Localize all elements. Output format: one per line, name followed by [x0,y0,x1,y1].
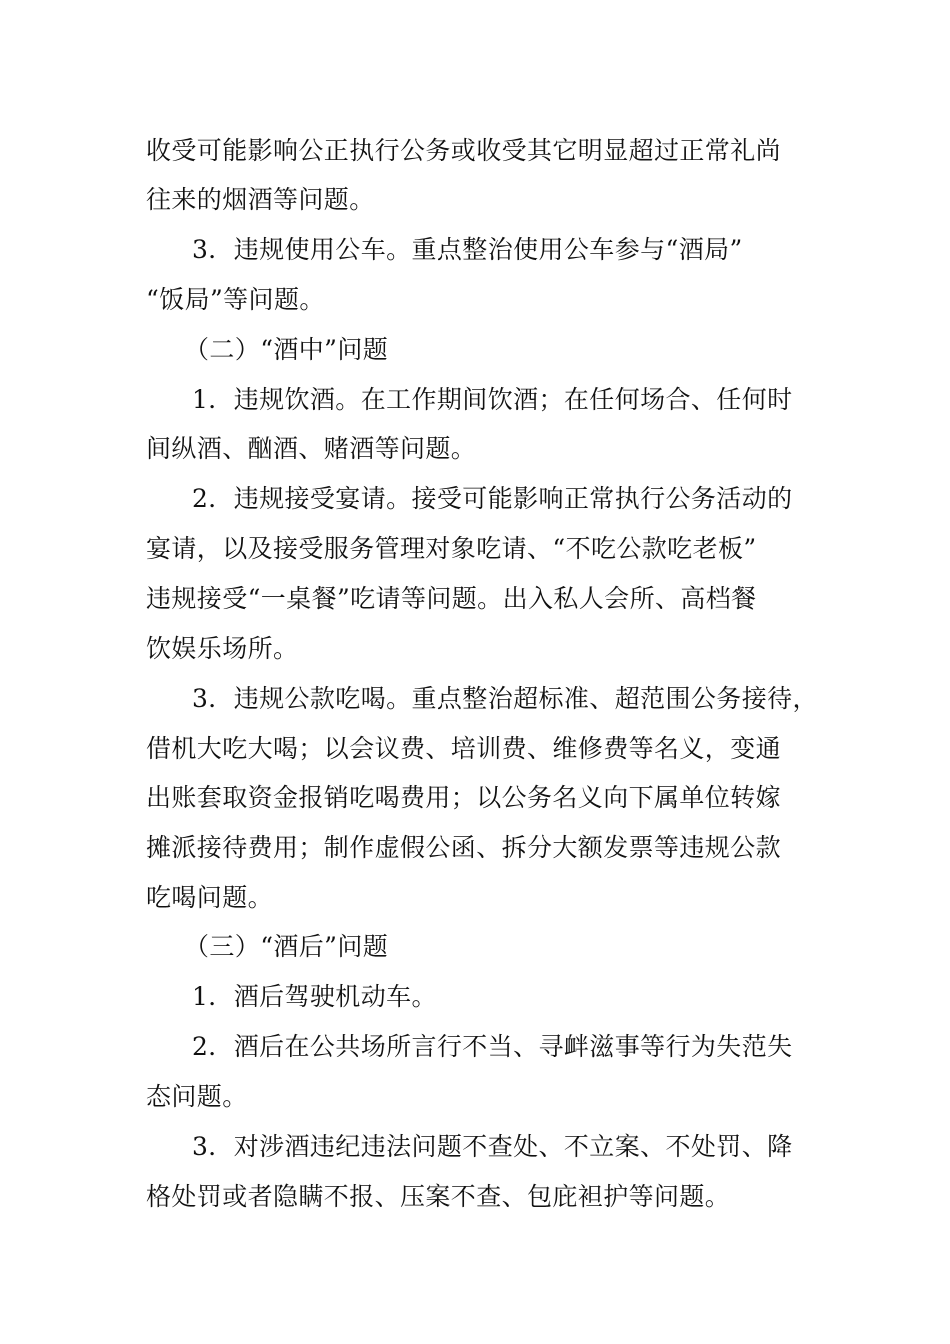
paragraph-line: 收受可能影响公正执行公务或收受其它明显超过正常礼尚 [146,136,782,165]
paragraph-line: 2．酒后在公共场所言行不当、寻衅滋事等行为失范失 [192,1032,793,1061]
paragraph-line: 违规接受“一桌餐”吃请等问题。出入私人会所、高档餐 [146,584,757,613]
paragraph-line: 饮娱乐场所。 [146,634,299,663]
paragraph-line: 往来的烟酒等问题。 [146,185,375,214]
paragraph-line: 3．违规公款吃喝。重点整治超标准、超范围公务接待， [192,684,818,713]
section-heading: （二）“酒中”问题 [184,335,389,364]
paragraph-line: 摊派接待费用；制作虚假公函、拆分大额发票等违规公款 [146,833,782,862]
paragraph-line: 借机大吃大喝；以会议费、培训费、维修费等名义，变通 [146,734,782,763]
paragraph-line: 吃喝问题。 [146,883,274,912]
paragraph-line: 出账套取资金报销吃喝费用；以公务名义向下属单位转嫁 [146,783,782,812]
paragraph-line: “饭局”等问题。 [146,285,325,314]
paragraph-line: 1．违规饮酒。在工作期间饮酒；在任何场合、任何时 [192,385,793,414]
paragraph-line: 宴请，以及接受服务管理对象吃请、“不吃公款吃老板” [146,534,757,563]
paragraph-line: 2．违规接受宴请。接受可能影响正常执行公务活动的 [192,484,793,513]
paragraph-line: 1．酒后驾驶机动车。 [192,982,437,1011]
section-heading: （三）“酒后”问题 [184,932,389,961]
paragraph-line: 格处罚或者隐瞒不报、压案不查、包庇袒护等问题。 [146,1182,731,1211]
paragraph-line: 3．违规使用公车。重点整治使用公车参与“酒局” [192,235,743,264]
paragraph-line: 间纵酒、酗酒、赌酒等问题。 [146,434,477,463]
paragraph-line: 态问题。 [146,1082,248,1111]
paragraph-line: 3．对涉酒违纪违法问题不查处、不立案、不处罚、降 [192,1132,793,1161]
